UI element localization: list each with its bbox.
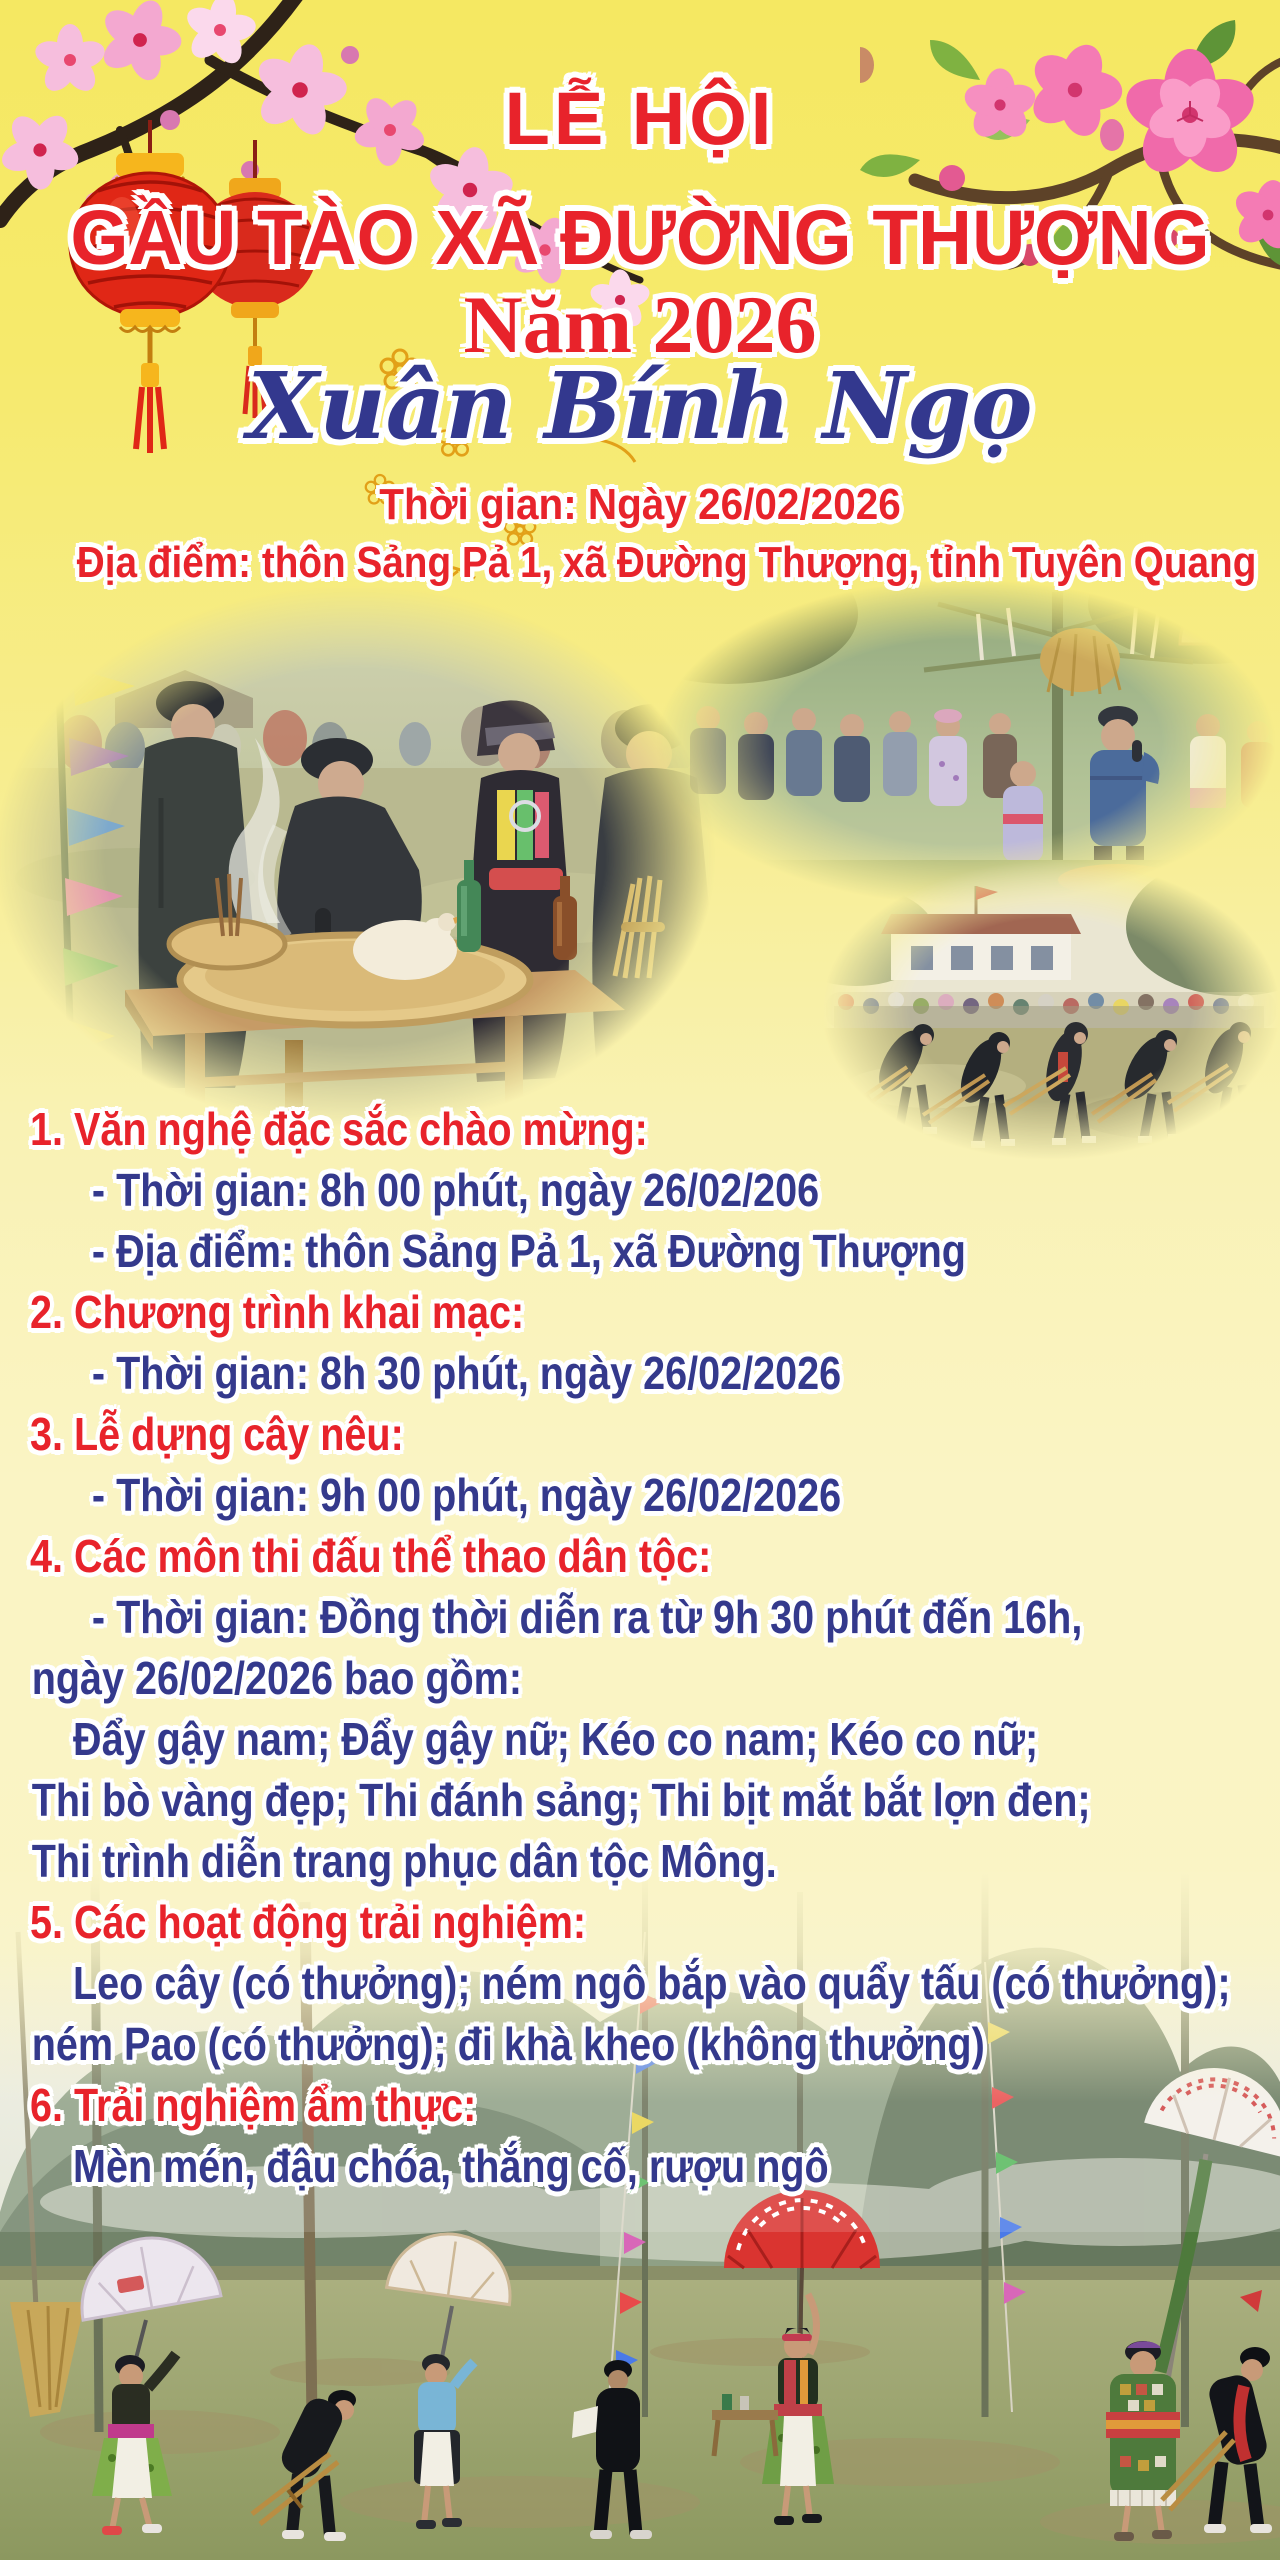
schedule-heading: 2. Chương trình khai mạc:	[30, 1286, 525, 1338]
schedule-line: Leo cây (có thưởng); ném ngô bắp vào quẩy tấu (có thưởng);	[73, 1957, 1231, 2009]
festival-subtitle: GẦU TÀO XÃ ĐƯỜNG THƯỢNG	[70, 195, 1210, 281]
festival-zodiac: Xuân Bính Ngọ	[247, 352, 1033, 460]
schedule-heading: 4. Các môn thi đấu thể thao dân tộc:	[30, 1530, 712, 1582]
schedule-line: Thi bò vàng đẹp; Thi đánh sảng; Thi bịt mắt bắt lợn đen;	[31, 1774, 1091, 1826]
schedule-line: - Địa điểm: thôn Sảng Pả 1, xã Đường Thượng	[91, 1225, 966, 1277]
schedule-line: Thi trình diễn trang phục dân tộc Mông.	[31, 1835, 777, 1887]
schedule-line: Mèn mén, đậu chóa, thắng cố, rượu ngô	[73, 2140, 829, 2192]
photo-ceremony	[0, 578, 725, 1136]
schedule-line: ném Pao (có thưởng); đi khà kheo (không thưởng)	[31, 2018, 985, 2070]
schedule-heading: 6. Trải nghiệm ẩm thực:	[30, 2079, 477, 2131]
schedule-line: - Thời gian: Đồng thời diễn ra từ 9h 30 phút đến 16h,	[91, 1591, 1083, 1643]
festival-year: Năm 2026	[463, 279, 817, 370]
festival-location: Địa điểm: thôn Sảng Pả 1, xã Đường Thượng, tỉnh Tuyên Quang	[76, 538, 1257, 587]
schedule-line: - Thời gian: 8h 00 phút, ngày 26/02/206	[91, 1164, 820, 1216]
schedule-line: - Thời gian: 9h 00 phút, ngày 26/02/2026	[91, 1469, 842, 1521]
schedule-heading: 3. Lễ dựng cây nêu:	[30, 1408, 404, 1460]
schedule-line: ngày 26/02/2026 bao gồm:	[31, 1652, 523, 1704]
festival-time: Thời gian: Ngày 26/02/2026	[379, 480, 901, 529]
schedule-list	[30, 1099, 1260, 2197]
schedule-line: Đẩy gậy nam; Đẩy gậy nữ; Kéo co nam; Kéo co nữ;	[73, 1713, 1039, 1765]
schedule-heading: 5. Các hoạt động trải nghiệm:	[30, 1896, 587, 1948]
schedule-heading: 1. Văn nghệ đặc sắc chào mừng:	[30, 1103, 648, 1155]
festival-title: LỄ HỘI	[504, 77, 776, 160]
schedule-line: - Thời gian: 8h 30 phút, ngày 26/02/2026	[91, 1347, 842, 1399]
